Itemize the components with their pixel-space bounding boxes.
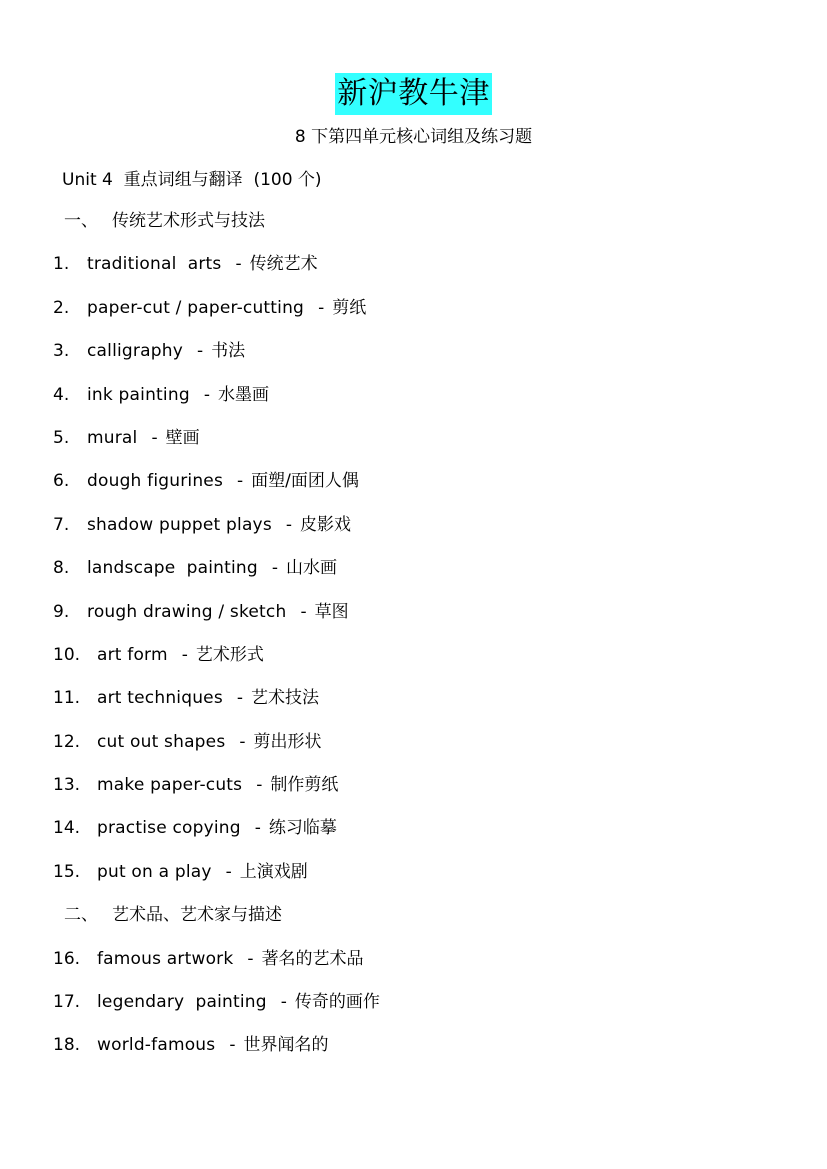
item-separator: - <box>196 341 204 362</box>
item-chinese: 传奇的画作 <box>294 992 380 1013</box>
item-separator: - <box>203 384 210 405</box>
item-chinese: 剪纸 <box>332 297 367 318</box>
section-title: 传统艺术形式与技法 <box>112 211 265 231</box>
item-number: 1. <box>53 254 70 275</box>
item-english: traditional arts <box>87 254 222 275</box>
item-body <box>87 547 337 590</box>
section-number: 一、 <box>64 211 98 231</box>
item-separator: - <box>285 514 293 535</box>
item-chinese: 面塑/面团人偶 <box>251 471 359 492</box>
item-body <box>97 677 319 720</box>
item-body <box>97 1024 328 1067</box>
item-body <box>87 460 359 503</box>
item-number: 3. <box>53 341 70 362</box>
item-chinese: 书法 <box>211 341 246 362</box>
item-separator: - <box>151 427 158 448</box>
vocabulary-item <box>0 417 827 460</box>
item-number: 13. <box>53 775 81 796</box>
item-separator: - <box>280 992 287 1013</box>
item-body <box>97 721 322 764</box>
item-separator: - <box>235 254 242 275</box>
item-separator: - <box>236 688 244 709</box>
unit-heading: Unit 4 重点词组与翻译 (100 个) <box>62 170 322 190</box>
vocabulary-item <box>0 677 827 720</box>
vocabulary-item <box>0 721 827 764</box>
item-english: paper-cut / paper-cutting <box>87 297 305 318</box>
item-chinese: 上演戏剧 <box>239 861 308 882</box>
vocabulary-item <box>0 1024 827 1067</box>
item-chinese: 世界闻名的 <box>243 1035 329 1056</box>
item-separator: - <box>318 297 325 318</box>
item-english: ink painting <box>87 384 190 405</box>
section-title: 艺术品、艺术家与描述 <box>112 905 282 926</box>
vocabulary-item <box>0 504 827 547</box>
item-chinese: 皮影戏 <box>300 514 352 535</box>
item-english: cut out shapes <box>97 731 226 752</box>
item-number: 7. <box>53 514 70 535</box>
item-number: 12. <box>53 731 81 752</box>
item-english: put on a play <box>97 861 212 882</box>
item-chinese: 山水画 <box>286 558 337 579</box>
item-body <box>87 417 200 460</box>
item-body <box>87 374 269 417</box>
item-separator: - <box>181 644 188 665</box>
item-english: calligraphy <box>87 341 183 362</box>
vocabulary-item <box>0 807 827 850</box>
item-chinese: 剪出形状 <box>253 731 322 752</box>
item-chinese: 艺术技法 <box>251 688 320 709</box>
vocabulary-item <box>0 981 827 1024</box>
item-body <box>87 330 245 373</box>
item-number: 15. <box>53 861 81 882</box>
item-chinese: 制作剪纸 <box>270 775 339 796</box>
item-chinese: 水墨画 <box>217 384 269 405</box>
vocabulary-item <box>0 591 827 634</box>
item-english: shadow puppet plays <box>87 514 272 535</box>
item-chinese: 草图 <box>314 601 349 622</box>
item-english: world-famous <box>97 1035 216 1056</box>
item-number: 18. <box>53 1035 81 1056</box>
item-body <box>97 807 337 850</box>
vocabulary-item <box>0 634 827 677</box>
item-english: art techniques <box>97 688 223 709</box>
item-separator: - <box>256 775 263 796</box>
item-body <box>87 504 351 547</box>
item-separator: - <box>254 818 261 839</box>
vocabulary-item <box>0 287 827 330</box>
item-separator: - <box>300 601 307 622</box>
item-separator: - <box>229 1035 236 1056</box>
item-number: 2. <box>53 297 70 318</box>
item-english: make paper-cuts <box>97 775 243 796</box>
item-english: art form <box>97 644 168 665</box>
item-number: 11. <box>53 688 81 709</box>
item-number: 4. <box>53 384 70 405</box>
vocabulary-item <box>0 330 827 373</box>
item-number: 10. <box>53 644 81 665</box>
item-separator: - <box>225 861 232 882</box>
vocabulary-item <box>0 460 827 503</box>
vocabulary-item <box>0 851 827 894</box>
item-chinese: 艺术形式 <box>195 644 264 665</box>
item-english: rough drawing / sketch <box>87 601 287 622</box>
vocabulary-item <box>0 374 827 417</box>
item-number: 8. <box>53 558 70 579</box>
document-title: 新沪教牛津 <box>335 73 492 115</box>
item-number: 14. <box>53 818 81 839</box>
item-separator: - <box>271 558 278 579</box>
item-number: 16. <box>53 948 81 969</box>
item-separator: - <box>247 948 254 969</box>
item-chinese: 壁画 <box>165 427 200 448</box>
vocabulary-item <box>0 938 827 981</box>
item-chinese: 著名的艺术品 <box>261 948 364 969</box>
item-number: 9. <box>53 601 70 622</box>
item-body <box>97 634 264 677</box>
vocabulary-item <box>0 243 827 286</box>
item-body <box>87 243 318 286</box>
item-body <box>97 981 380 1024</box>
section-number: 二、 <box>64 905 98 926</box>
item-english: legendary painting <box>97 992 267 1013</box>
item-number: 5. <box>53 427 70 448</box>
vocabulary-item <box>0 764 827 807</box>
item-english: practise copying <box>97 818 241 839</box>
item-chinese: 练习临摹 <box>268 818 337 839</box>
title-wrap <box>0 73 827 115</box>
item-number: 6. <box>53 471 70 492</box>
item-body <box>97 851 308 894</box>
item-separator: - <box>237 471 244 492</box>
item-english: landscape painting <box>87 558 258 579</box>
item-english: famous artwork <box>97 948 234 969</box>
vocabulary-item <box>0 547 827 590</box>
section-heading <box>0 894 827 937</box>
item-chinese: 传统艺术 <box>249 254 318 275</box>
vocabulary-list <box>0 200 827 1068</box>
item-english: dough figurines <box>87 471 224 492</box>
item-body <box>87 287 366 330</box>
item-separator: - <box>239 731 246 752</box>
item-english: mural <box>87 427 138 448</box>
item-body <box>87 591 349 634</box>
section-heading <box>0 200 827 243</box>
item-body <box>97 938 364 981</box>
item-body <box>97 764 338 807</box>
item-number: 17. <box>53 992 81 1013</box>
document-subtitle: 8 下第四单元核心词组及练习题 <box>294 127 533 147</box>
